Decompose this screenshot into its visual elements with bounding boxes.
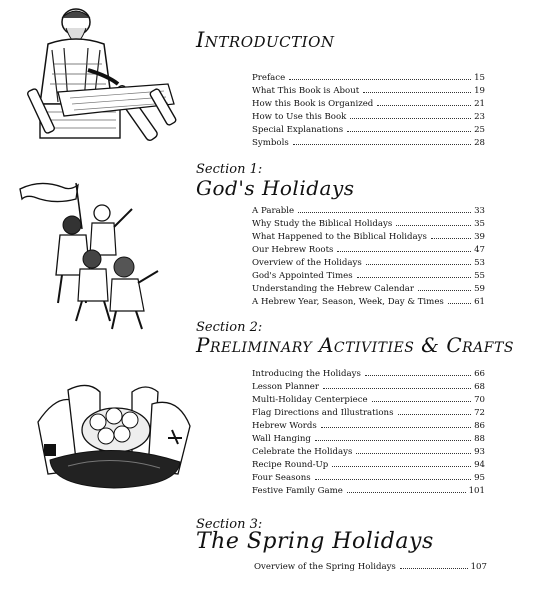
- toc-entry[interactable]: How to Use this Book 23: [252, 112, 485, 122]
- section-3-title: The Spring Holidays: [196, 529, 434, 554]
- toc-entry[interactable]: A Parable 33: [252, 206, 485, 216]
- scribe-with-scroll-illustration: [18, 4, 194, 154]
- toc-entry[interactable]: What Happened to the Biblical Holidays 39: [252, 232, 485, 242]
- toc-entry[interactable]: Flag Directions and Illustrations 72: [252, 408, 485, 418]
- section-3-toc: [254, 562, 487, 575]
- toc-entry[interactable]: Four Seasons 95: [252, 473, 485, 483]
- toc-entry[interactable]: Preface 15: [252, 73, 485, 83]
- toc-entry[interactable]: Celebrate the Holidays 93: [252, 447, 485, 457]
- section-1-toc: [252, 206, 485, 310]
- toc-entry[interactable]: How this Book is Organized 21: [252, 99, 485, 109]
- section-2-label: Section 2:: [196, 320, 263, 335]
- section-2-toc: [252, 369, 485, 499]
- toc-entry[interactable]: God's Appointed Times 55: [252, 271, 485, 281]
- toc-entry[interactable]: Symbols 28: [252, 138, 485, 148]
- toc-entry[interactable]: A Hebrew Year, Season, Week, Day & Times 61: [252, 297, 485, 307]
- section-1-label: Section 1:: [196, 162, 263, 177]
- toc-entry[interactable]: Special Explanations 25: [252, 125, 485, 135]
- toc-entry[interactable]: Overview of the Holidays 53: [252, 258, 485, 268]
- toc-entry[interactable]: Wall Hanging 88: [252, 434, 485, 444]
- toc-entry[interactable]: Multi-Holiday Centerpiece 70: [252, 395, 485, 405]
- toc-entry[interactable]: Recipe Round-Up 94: [252, 460, 485, 470]
- introduction-title: Introduction: [196, 28, 335, 52]
- introduction-toc: [252, 73, 485, 151]
- toc-entry[interactable]: Our Hebrew Roots 47: [252, 245, 485, 255]
- holiday-centerpiece-illustration: [28, 382, 198, 490]
- toc-entry[interactable]: Introducing the Holidays 66: [252, 369, 485, 379]
- toc-entry[interactable]: Lesson Planner 68: [252, 382, 485, 392]
- section-3-label: Section 3:: [196, 517, 263, 532]
- section-1-title: God's Holidays: [196, 176, 355, 200]
- toc-entry[interactable]: Hebrew Words 86: [252, 421, 485, 431]
- toc-entry[interactable]: Festive Family Game 101: [252, 486, 485, 496]
- toc-entry[interactable]: Why Study the Biblical Holidays 35: [252, 219, 485, 229]
- toc-entry[interactable]: Overview of the Spring Holidays 107: [254, 562, 487, 572]
- section-2-title: Preliminary Activities & Crafts: [196, 333, 514, 357]
- toc-entry[interactable]: What This Book is About 19: [252, 86, 485, 96]
- children-with-flags-illustration: [18, 175, 168, 335]
- toc-entry[interactable]: Understanding the Hebrew Calendar 59: [252, 284, 485, 294]
